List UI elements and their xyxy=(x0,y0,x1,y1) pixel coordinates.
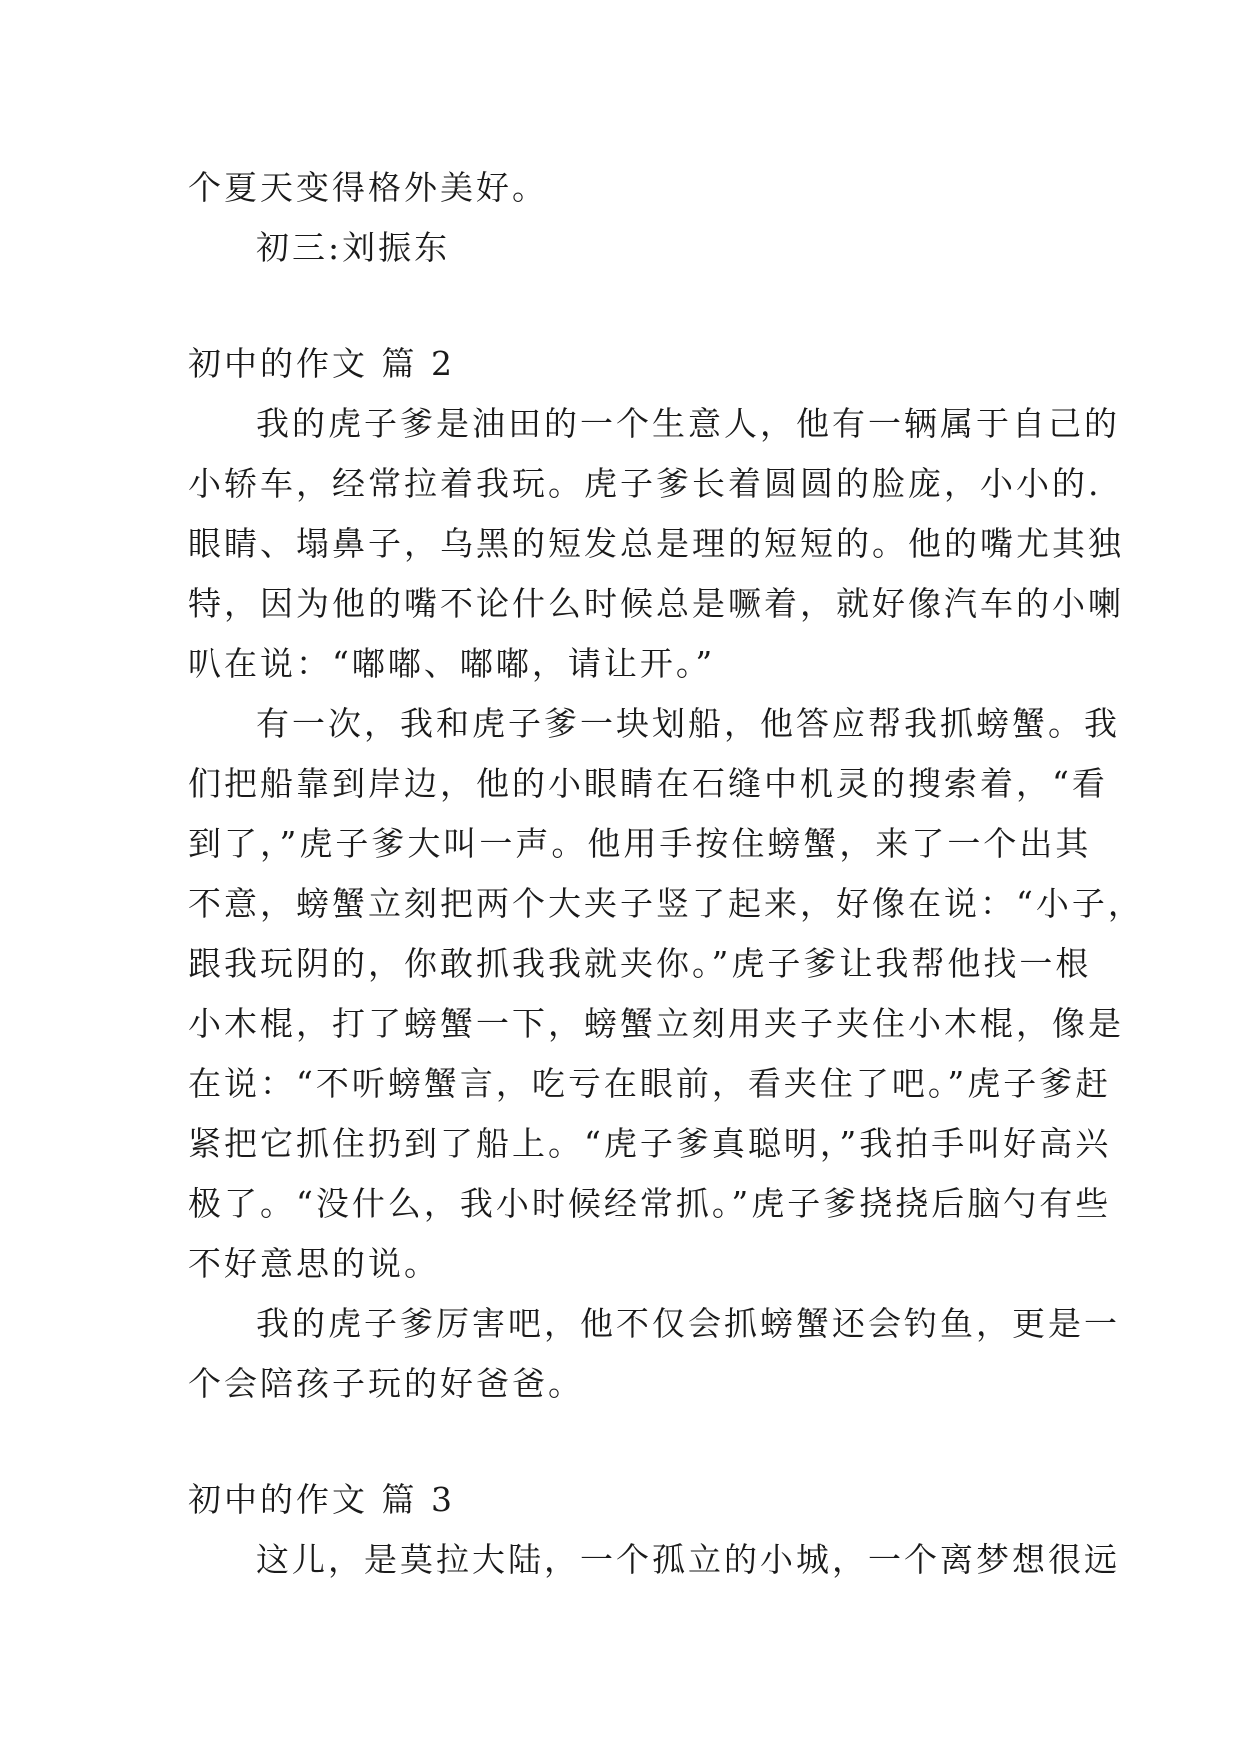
paragraph-1 xyxy=(188,394,1124,694)
paragraph-line: 不意，螃蟹立刻把两个大夹子竖了起来，好像在说：“小子， xyxy=(188,884,1144,923)
paragraph-line: 在说：“不听螃蟹言，吃亏在眼前，看夹住了吧。”虎子爹赶 xyxy=(188,1064,1112,1103)
paragraph-line: 这儿，是莫拉大陆，一个孤立的小城，一个离梦想很远 xyxy=(256,1540,1120,1579)
paragraph-2 xyxy=(188,694,1144,1294)
paragraph-line: 眼睛、塌鼻子，乌黑的短发总是理的短短的。他的嘴尤其独 xyxy=(188,524,1124,563)
section-heading-2: 初中的作文 篇 2 xyxy=(188,344,455,383)
paragraph-line: 到了，”虎子爹大叫一声。他用手按住螃蟹，来了一个出其 xyxy=(188,824,1092,863)
paragraph-line: 不好意思的说。 xyxy=(188,1244,440,1283)
paragraph-line: 个会陪孩子玩的好爸爸。 xyxy=(188,1364,584,1403)
paragraph-line: 叭在说：“嘟嘟、嘟嘟，请让开。” xyxy=(188,644,716,683)
paragraph-line: 小木棍，打了螃蟹一下，螃蟹立刻用夹子夹住小木棍，像是 xyxy=(188,1004,1124,1043)
section-gap xyxy=(188,278,1068,334)
section-gap xyxy=(188,1414,1068,1470)
paragraph-line: 我的虎子爹是油田的一个生意人，他有一辆属于自己的 xyxy=(256,404,1120,443)
paragraph-line: 紧把它抓住扔到了船上。“虎子爹真聪明，”我拍手叫好高兴 xyxy=(188,1124,1112,1163)
paragraph-line: 跟我玩阴的，你敢抓我我就夹你。”虎子爹让我帮他找一根 xyxy=(188,944,1092,983)
document-body xyxy=(188,158,1144,1590)
author-line: 初三:刘振东 xyxy=(256,228,451,267)
paragraph-line: 我的虎子爹厉害吧，他不仅会抓螃蟹还会钓鱼，更是一 xyxy=(256,1304,1120,1343)
paragraph-line: 小轿车，经常拉着我玩。虎子爹长着圆圆的脸庞，小小的. xyxy=(188,464,1102,503)
paragraph-line: 们把船靠到岸边，他的小眼睛在石缝中机灵的搜索着，“看 xyxy=(188,764,1108,803)
paragraph-3 xyxy=(188,1294,1120,1414)
paragraph-line: 个夏天变得格外美好。 xyxy=(188,168,548,207)
paragraph-line: 特，因为他的嘴不论什么时候总是噘着，就好像汽车的小喇 xyxy=(188,584,1124,623)
section-heading-3: 初中的作文 篇 3 xyxy=(188,1480,455,1519)
paragraph-line: 极了。“没什么，我小时候经常抓。”虎子爹挠挠后脑勺有些 xyxy=(188,1184,1112,1223)
paragraph-line: 有一次，我和虎子爹一块划船，他答应帮我抓螃蟹。我 xyxy=(256,704,1120,743)
